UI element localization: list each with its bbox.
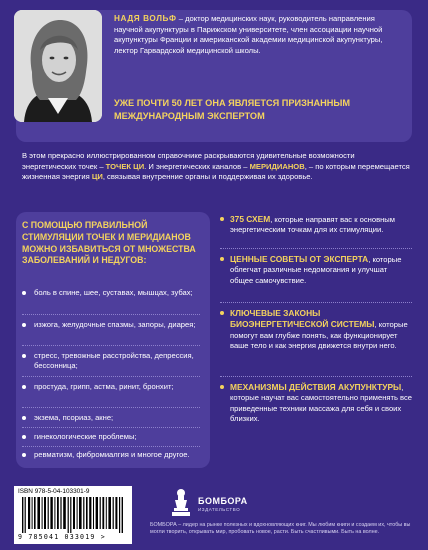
- list-item: [22, 382, 200, 392]
- barcode-digits: 9 785041 033019 >: [18, 533, 106, 541]
- divider: [22, 407, 200, 408]
- feature-text: , которые облегчат различные недомогания и улучшат общее самочувствие.: [230, 255, 402, 285]
- bullet-icon: [22, 453, 26, 457]
- feature-item: [220, 308, 412, 352]
- list-item-text: ревматизм, фибромиалгия и многое другое.: [34, 450, 190, 459]
- bullet-icon: [22, 354, 26, 358]
- divider: [220, 376, 412, 377]
- list-item-text: гинекологические проблемы;: [34, 432, 137, 441]
- intro-term-qi: ЦИ: [91, 172, 103, 182]
- divider: [22, 427, 200, 428]
- feature-text: , которые научат вас самостоятельно применять все приведенные техники массажа для себя и своих близких.: [230, 383, 413, 424]
- intro-paragraph: [22, 151, 410, 183]
- list-item-text: экзема, псориаз, акне;: [34, 413, 114, 422]
- publisher-subtitle: ИЗДАТЕЛЬСТВО: [198, 507, 241, 512]
- feature-heading: КЛЮЧЕВЫЕ ЗАКОНЫ БИОЭНЕРГЕТИЧЕСКОЙ СИСТЕМЫ: [230, 308, 375, 330]
- bullet-icon: [22, 385, 26, 389]
- bullet-icon: [22, 416, 26, 420]
- barcode: [14, 486, 132, 544]
- author-photo: [14, 10, 102, 122]
- feature-text: , которые помогут вам глубже понять, как функционирует ваше тело и как энергия движется внутри него.: [230, 320, 408, 351]
- divider: [22, 314, 200, 315]
- feature-item: [220, 214, 412, 236]
- divider: [220, 302, 412, 303]
- bullet-icon: [220, 385, 224, 389]
- feature-text: , которые направят вас к основным энергетическим точкам для их стимуляции.: [230, 215, 395, 235]
- list-item-text: изжога, желудочные спазмы, запоры, диарея;: [34, 320, 196, 329]
- author-name: НАДЯ ВОЛЬФ: [114, 14, 177, 23]
- divider: [22, 376, 200, 377]
- bullet-icon: [22, 435, 26, 439]
- divider: [22, 345, 200, 346]
- list-item: [22, 432, 200, 442]
- intro-part-2: . И энергетических каналов –: [144, 161, 250, 171]
- list-item: [22, 450, 200, 460]
- isbn-number: ISBN 978-5-04-103301-9: [18, 488, 90, 495]
- intro-part-3: , – по которым перемещается жизненная энергия: [22, 161, 410, 182]
- bullet-icon: [22, 291, 26, 295]
- feature-heading: МЕХАНИЗМЫ ДЕЙСТВИЯ АКУПУНКТУРЫ: [230, 382, 402, 392]
- list-item: [22, 288, 200, 298]
- divider: [22, 446, 200, 447]
- bullet-icon: [220, 257, 224, 261]
- author-bio-text: – доктор медицинских наук, руководитель направления научной акупунктуры в Парижском университете, член ассоциации научной акупунктуры Франции и американской академии медицинской акупунктуры, лектор Гарвардской медицинской школы.: [114, 14, 383, 55]
- list-item-text: стресс, тревожные расстройства, депрессия, бессонница;: [34, 351, 194, 371]
- publisher-slogan: БОМБОРА – лидер на рынке полезных и вдохновляющих книг. Мы любим книги и создаем их, чтобы вы могли творить, открывать мир, пробовать новое, расти. Быть счастливыми. Быть на волне.: [150, 522, 411, 536]
- feature-heading: 375 СХЕМ: [230, 214, 271, 224]
- intro-term-qi-points: ТОЧЕК ЦИ: [105, 161, 145, 171]
- bullet-icon: [220, 311, 224, 315]
- list-item-text: боль в спине, шее, суставах, мышцах, зубах;: [34, 288, 193, 297]
- feature-item: [220, 254, 412, 286]
- intro-term-meridians: МЕРИДИАНОВ: [249, 161, 305, 171]
- conditions-heading: С ПОМОЩЬЮ ПРАВИЛЬНОЙ СТИМУЛЯЦИИ ТОЧЕК И МЕРИДИАНОВ МОЖНО ИЗБАВИТЬСЯ ОТ МНОЖЕСТВА ЗАБОЛЕВАНИЙ И НЕДУГОВ:: [22, 220, 196, 266]
- list-item-text: простуда, грипп, астма, ринит, бронхит;: [34, 382, 174, 391]
- list-item: [22, 320, 200, 330]
- barcode-bars: [22, 497, 126, 533]
- bullet-icon: [22, 323, 26, 327]
- author-highlight: УЖЕ ПОЧТИ 50 ЛЕТ ОНА ЯВЛЯЕТСЯ ПРИЗНАННЫМ МЕЖДУНАРОДНЫМ ЭКСПЕРТОМ: [114, 98, 351, 121]
- feature-heading: ЦЕННЫЕ СОВЕТЫ ОТ ЭКСПЕРТА: [230, 254, 369, 264]
- feature-item: [220, 382, 412, 425]
- intro-part-4: , связывая внутренние органы и поддерживая их здоровье.: [102, 172, 313, 182]
- publisher-name: БОМБОРА: [198, 496, 248, 506]
- author-bio: [114, 14, 386, 56]
- list-item: [22, 413, 200, 423]
- bullet-icon: [220, 217, 224, 221]
- list-item: [22, 351, 200, 372]
- intro-part-1: В этом прекрасно иллюстрированном справочнике раскрываются удивительные возможности энергетических точек –: [22, 151, 355, 171]
- divider: [220, 248, 412, 249]
- publisher-logo-icon: [168, 488, 194, 518]
